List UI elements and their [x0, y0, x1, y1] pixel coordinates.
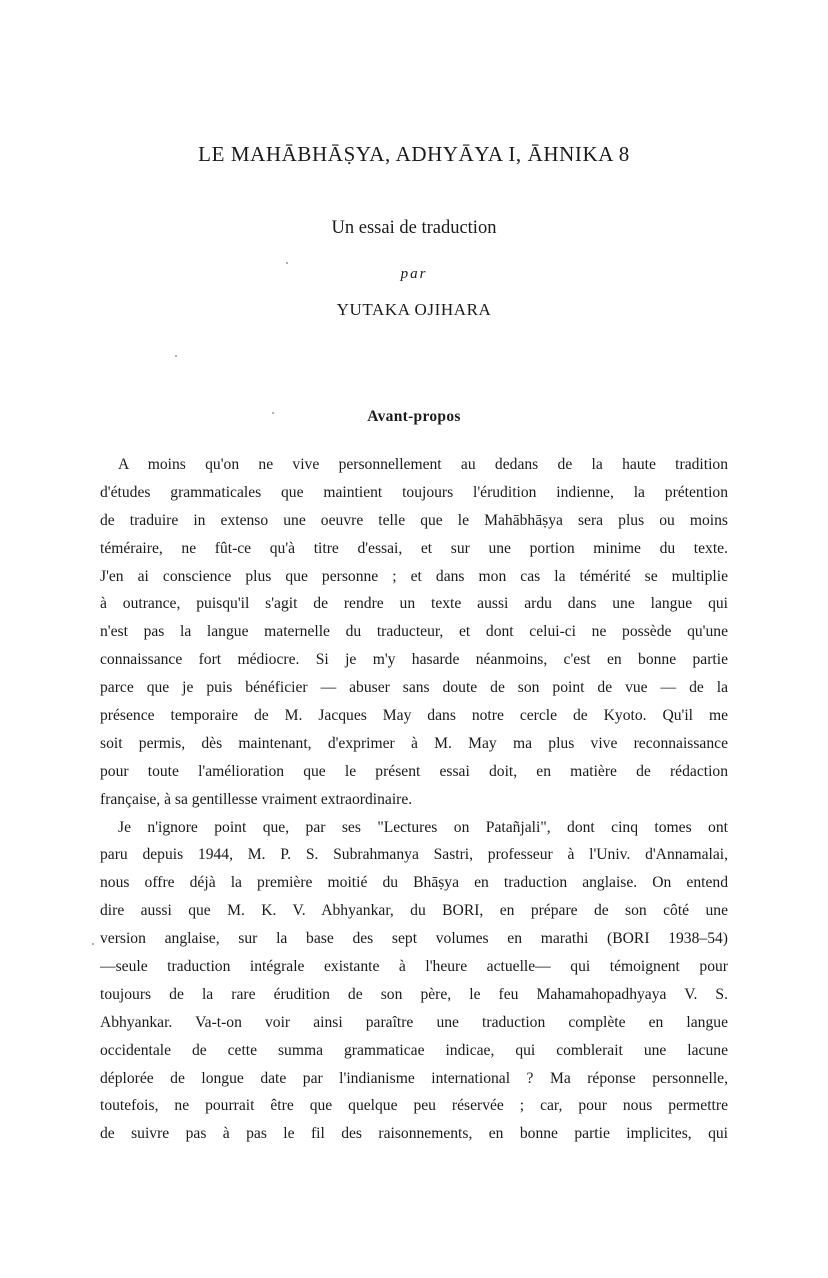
text-line: de suivre pas à pas le fil des raisonnements, en bonne partie implicites, qui — [100, 1125, 728, 1143]
text-line: française, à sa gentillesse vraiment extraordinaire. — [100, 790, 413, 808]
text-line: n'est pas la langue maternelle du traducteur, et dont celui-ci ne possède qu'une — [100, 623, 728, 641]
text-line: soit permis, dès maintenant, d'exprimer à M. May ma plus vive reconnaissance — [100, 734, 728, 752]
scan-speck — [286, 262, 288, 264]
author-name: YUTAKA OJIHARA — [336, 300, 492, 319]
text-line: nous offre déjà la première moitié du Bhāṣya en traduction anglaise. On entend — [100, 874, 728, 892]
byline: par — [400, 266, 428, 282]
text-line: connaissance fort médiocre. Si je m'y hasarde néanmoins, c'est en bonne partie — [100, 651, 728, 669]
text-line: Abhyankar. Va-t-on voir ainsi paraître une traduction complète en langue — [100, 1013, 728, 1031]
text-line: —seule traduction intégrale existante à l'heure actuelle— qui témoignent pour — [100, 958, 728, 976]
scan-speck — [92, 943, 94, 945]
document-title — [0, 142, 828, 167]
subtitle-text: Un essai de traduction — [331, 218, 497, 238]
text-line: présence temporaire de M. Jacques May dans notre cercle de Kyoto. Qu'il me — [100, 707, 728, 725]
title-text: LE MAHĀBHĀṢYA, ADHYĀYA I, ĀHNIKA 8 — [198, 142, 630, 166]
scan-speck — [272, 412, 274, 414]
text-line: à outrance, puisqu'il s'agit de rendre un texte aussi ardu dans une langue qui — [100, 595, 728, 613]
text-line: occidentale de cette summa grammaticae indicae, qui comblerait une lacune — [100, 1041, 728, 1059]
text-line: déplorée de longue date par l'indianisme international ? Ma réponse personnelle, — [100, 1069, 728, 1087]
text-line: version anglaise, sur la base des sept volumes en marathi (BORI 1938–54) — [100, 930, 728, 948]
text-line: J'en ai conscience plus que personne ; et dans mon cas la témérité se multiplie — [100, 567, 728, 585]
section-heading: Avant-propos — [367, 408, 461, 425]
text-line: d'études grammaticales que maintient toujours l'érudition indienne, la prétention — [100, 483, 728, 501]
text-line: de traduire in extenso une oeuvre telle que le Mahābhāṣya sera plus ou moins — [100, 511, 728, 529]
scan-speck — [175, 355, 177, 357]
body-text — [100, 451, 728, 1148]
text-line: A moins qu'on ne vive personnellement au dedans de la haute tradition — [118, 456, 728, 473]
text-line: dire aussi que M. K. V. Abhyankar, du BORI, en prépare de son côté une — [100, 902, 728, 920]
text-line: parce que je puis bénéficier — abuser sans doute de son point de vue — de la — [100, 679, 728, 697]
text-line: toujours de la rare érudition de son père, le feu Mahamahopadhyaya V. S. — [100, 985, 728, 1003]
text-line: téméraire, ne fût-ce qu'à titre d'essai, et sur une portion minime du texte. — [100, 539, 728, 557]
text-line: paru depuis 1944, M. P. S. Subrahmanya Sastri, professeur à l'Univ. d'Annamalai, — [100, 846, 728, 864]
text-line: pour toute l'amélioration que le présent essai doit, en matière de rédaction — [100, 762, 728, 780]
document-subtitle — [0, 218, 828, 239]
text-line: Je n'ignore point que, par ses "Lectures on Patañjali", dont cinq tomes ont — [118, 818, 728, 836]
text-line: toutefois, ne pourrait être que quelque peu réservée ; car, pour nous permettre — [100, 1097, 728, 1115]
